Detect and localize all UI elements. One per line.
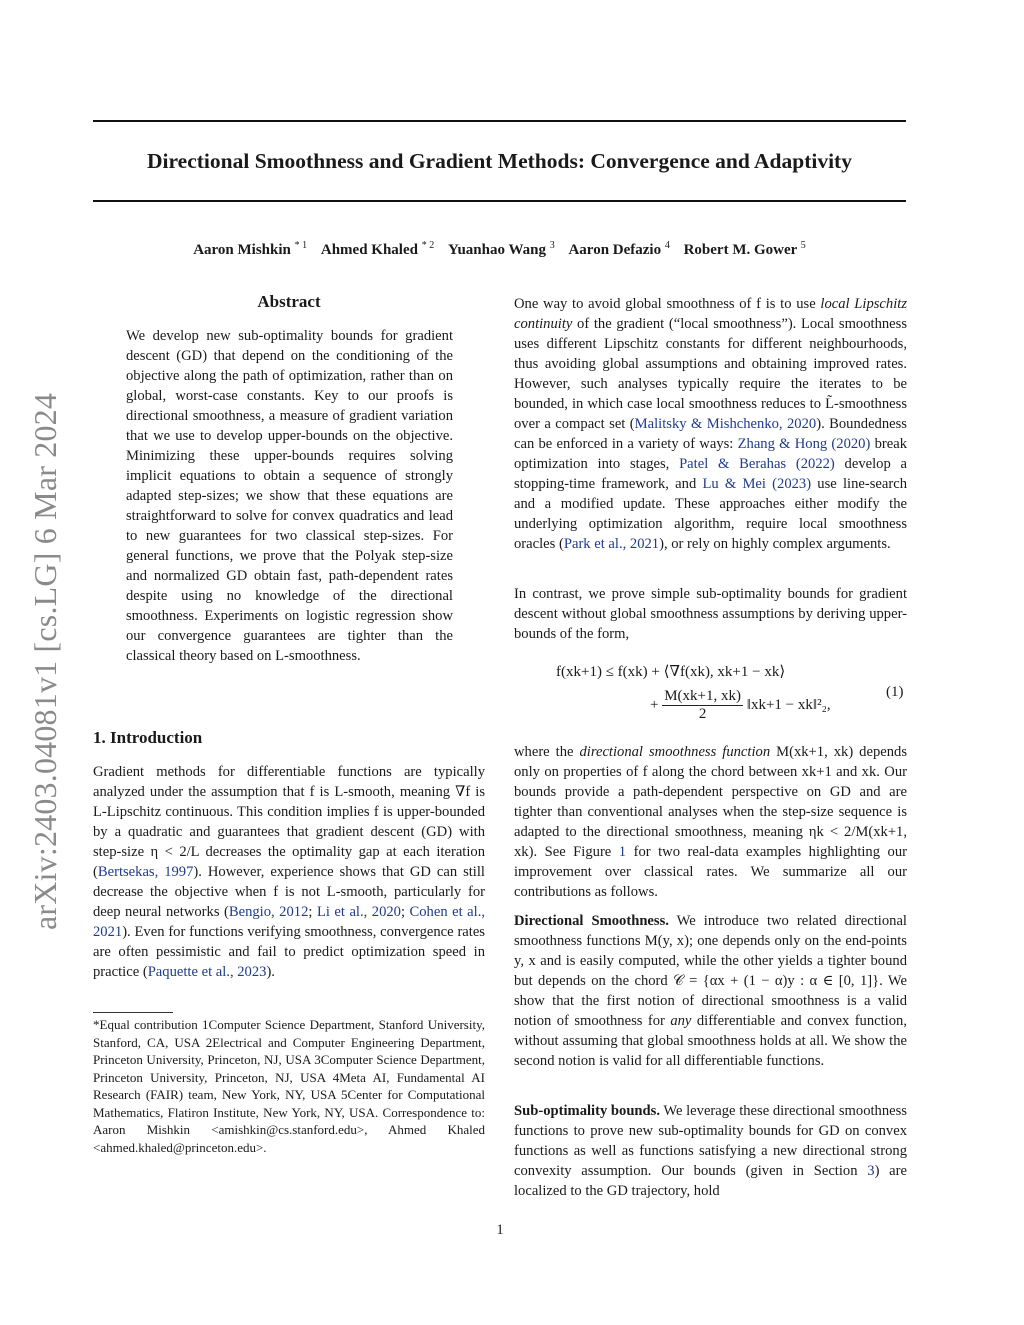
intro-section	[93, 728, 485, 748]
paper-title: Directional Smoothness and Gradient Methods: Convergence and Adaptivity	[147, 149, 852, 173]
equation-number: (1)	[886, 684, 904, 700]
citation-link[interactable]: Patel & Berahas (2022)	[679, 456, 835, 472]
citation-link[interactable]: Malitsky & Mishchenko, 2020	[634, 416, 817, 432]
author-list	[93, 236, 906, 260]
citation-link[interactable]: Lu & Mei (2023)	[702, 476, 812, 492]
abstract-text: We develop new sub-optimality bounds for gradient descent (GD) that depend on the conditioning of the objective along the path of optimization, rather than on global, worst-case constants. Key to our proofs is directional smoothness, a measure of gradient variation that we use to develop upper-bounds on the objective. Minimizing these upper-bounds requires solving implicit equations to obtain a sequence of strongly adapted step-sizes; we show that these equations are straightforward to solve for convex quadratics and lead to new guarantees for two classical step-sizes. For general functions, we prove that the Polyak step-size and normalized GD obtain fast, path-dependent rates despite using no knowledge of the directional smoothness. Experiments on logistic regression show our convergence guarantees are tighter than the classical theory based on L-smoothness.	[126, 328, 453, 664]
citation-link[interactable]: Zhang & Hong (2020)	[737, 436, 871, 452]
citation-link[interactable]: Li et al., 2020	[316, 904, 401, 920]
figure-link[interactable]: 1	[618, 844, 627, 860]
author: Ahmed Khaled $^{* 2}$	[320, 240, 435, 258]
title-bottom-rule	[93, 200, 906, 202]
page-number: 1	[496, 1222, 504, 1238]
directional-function-paragraph: where the directional smoothness function M(xk+1, xk) depends only on properties of f along the chord between xk+1 and xk. Our bounds provide a path-dependent perspective on GD and are tighter than conventional analyses when the step-size sequence is adapted to the directional smoothness, meaning ηk < 2/M(xk+1, xk). See Figure 1 for two real-data examples highlighting our improvement over classical rates. We summarize all our contributions as follows.	[514, 744, 908, 900]
intro-heading: 1. Introduction	[93, 728, 203, 747]
top-rule	[93, 120, 906, 122]
suboptimality-paragraph: Sub-optimality bounds. We leverage these directional smoothness functions to prove new sub-optimality bounds for GD on convex functions as well as functions satisfying a new directional strong convexity assumption. Our bounds (given in Section 3) are localized to the GD trajectory, hold	[514, 1103, 907, 1199]
intro-paragraph: Gradient methods for differentiable functions are typically analyzed under the assumption that f is L-smooth, meaning ∇f is L-Lipschitz continuous. This condition implies f is upper-bounded by a quadratic and guarantees that gradient descent (GD) with step-size η < 2/L decreases the optimality gap at each iteration (Bertsekas, 1997). However, experience shows that GD can still decrease the objective when f is not L-smooth, particularly for deep neural networks (Bengio, 2012; Li et al., 2020; Cohen et al., 2021). Even for functions verifying smoothness, convergence rates are often pessimistic and fail to predict optimization speed in practice (Paquette et al., 2023).	[93, 764, 485, 980]
directional-smoothness-paragraph: Directional Smoothness. We introduce two related directional smoothness functions M(y, x); one depends only on the end-points y, x and is easily computed, while the other yields a tighter bound but depends on the chord 𝒞 = {αx + (1 − α)y : α ∈ [0, 1]}. We show that the first notion of directional smoothness is a valid notion of smoothness for any differentiable and convex function, without assuming that global smoothness holds at all. We show the second notion is valid for all differentiable functions.	[514, 913, 907, 1069]
contrast-paragraph: In contrast, we prove simple sub-optimality bounds for gradient descent without global smoothness assumptions by deriving upper-bounds of the form,	[514, 586, 907, 642]
citation-link[interactable]: Bertsekas, 1997	[97, 864, 194, 880]
local-smoothness-paragraph: One way to avoid global smoothness of f is to use local Lipschitz continuity of the gradient (“local smoothness”). Local smoothness uses different Lipschitz constants for different neighbourhoods, thus avoiding global assumptions and obtaining improved rates. However, such analyses typically require the iterates to be bounded, in which case local smoothness reduces to L̃-smoothness over a compact set (Malitsky & Mishchenko, 2020). Boundedness can be enforced in a variety of ways: Zhang & Hong (2020) break optimization into stages, Patel & Berahas (2022) develop a stopping-time framework, and Lu & Mei (2023) use line-search and a modified update. These approaches either modify the underlying optimization algorithm, require local smoothness oracles (Park et al., 2021), or rely on highly complex arguments.	[514, 296, 907, 552]
citation-link[interactable]: Cohen et al., 2021	[93, 904, 485, 940]
citation-link[interactable]: Park et al., 2021	[563, 536, 660, 552]
citation-link[interactable]: Bengio, 2012	[228, 904, 309, 920]
author: Yuanhao Wang $^3$	[447, 240, 555, 258]
footnote: *Equal contribution 1Computer Science Department, Stanford University, Stanford, CA, USA 2Electrical and Computer Engineering Department, Princeton University, Princeton, NJ, USA 3Computer Science Department, Princeton University, Princeton, NJ, USA 4Meta AI, Fundamental AI Research (FAIR) team, New York, NY, USA 5Center for Computational Mathematics, Flatiron Institute, New York, NY, USA. Correspondence to: Aaron Mishkin <amishkin@cs.stanford.edu>, Ahmed Khaled <ahmed.khaled@princeton.edu>.	[93, 1017, 485, 1155]
equation-line-2: + $\frac{M(xk+1, xk)}{2}$ ‖xk+1 − xk‖²₂,	[650, 688, 831, 722]
footnote-rule	[93, 1012, 173, 1013]
abstract-heading: Abstract	[257, 292, 321, 311]
citation-link[interactable]: Paquette et al., 2023	[147, 964, 267, 980]
author: Robert M. Gower $^5$	[683, 240, 806, 258]
author: Aaron Mishkin $^{* 1}$	[193, 240, 308, 258]
equation-line-1: f(xk+1) ≤ f(xk) + ⟨∇f(xk), xk+1 − xk⟩	[556, 664, 786, 680]
arxiv-stamp: arXiv:2403.04081v1 [cs.LG] 6 Mar 2024	[27, 392, 63, 930]
section-link[interactable]: 3	[867, 1163, 875, 1179]
author: Aaron Defazio $^4$	[568, 240, 670, 258]
